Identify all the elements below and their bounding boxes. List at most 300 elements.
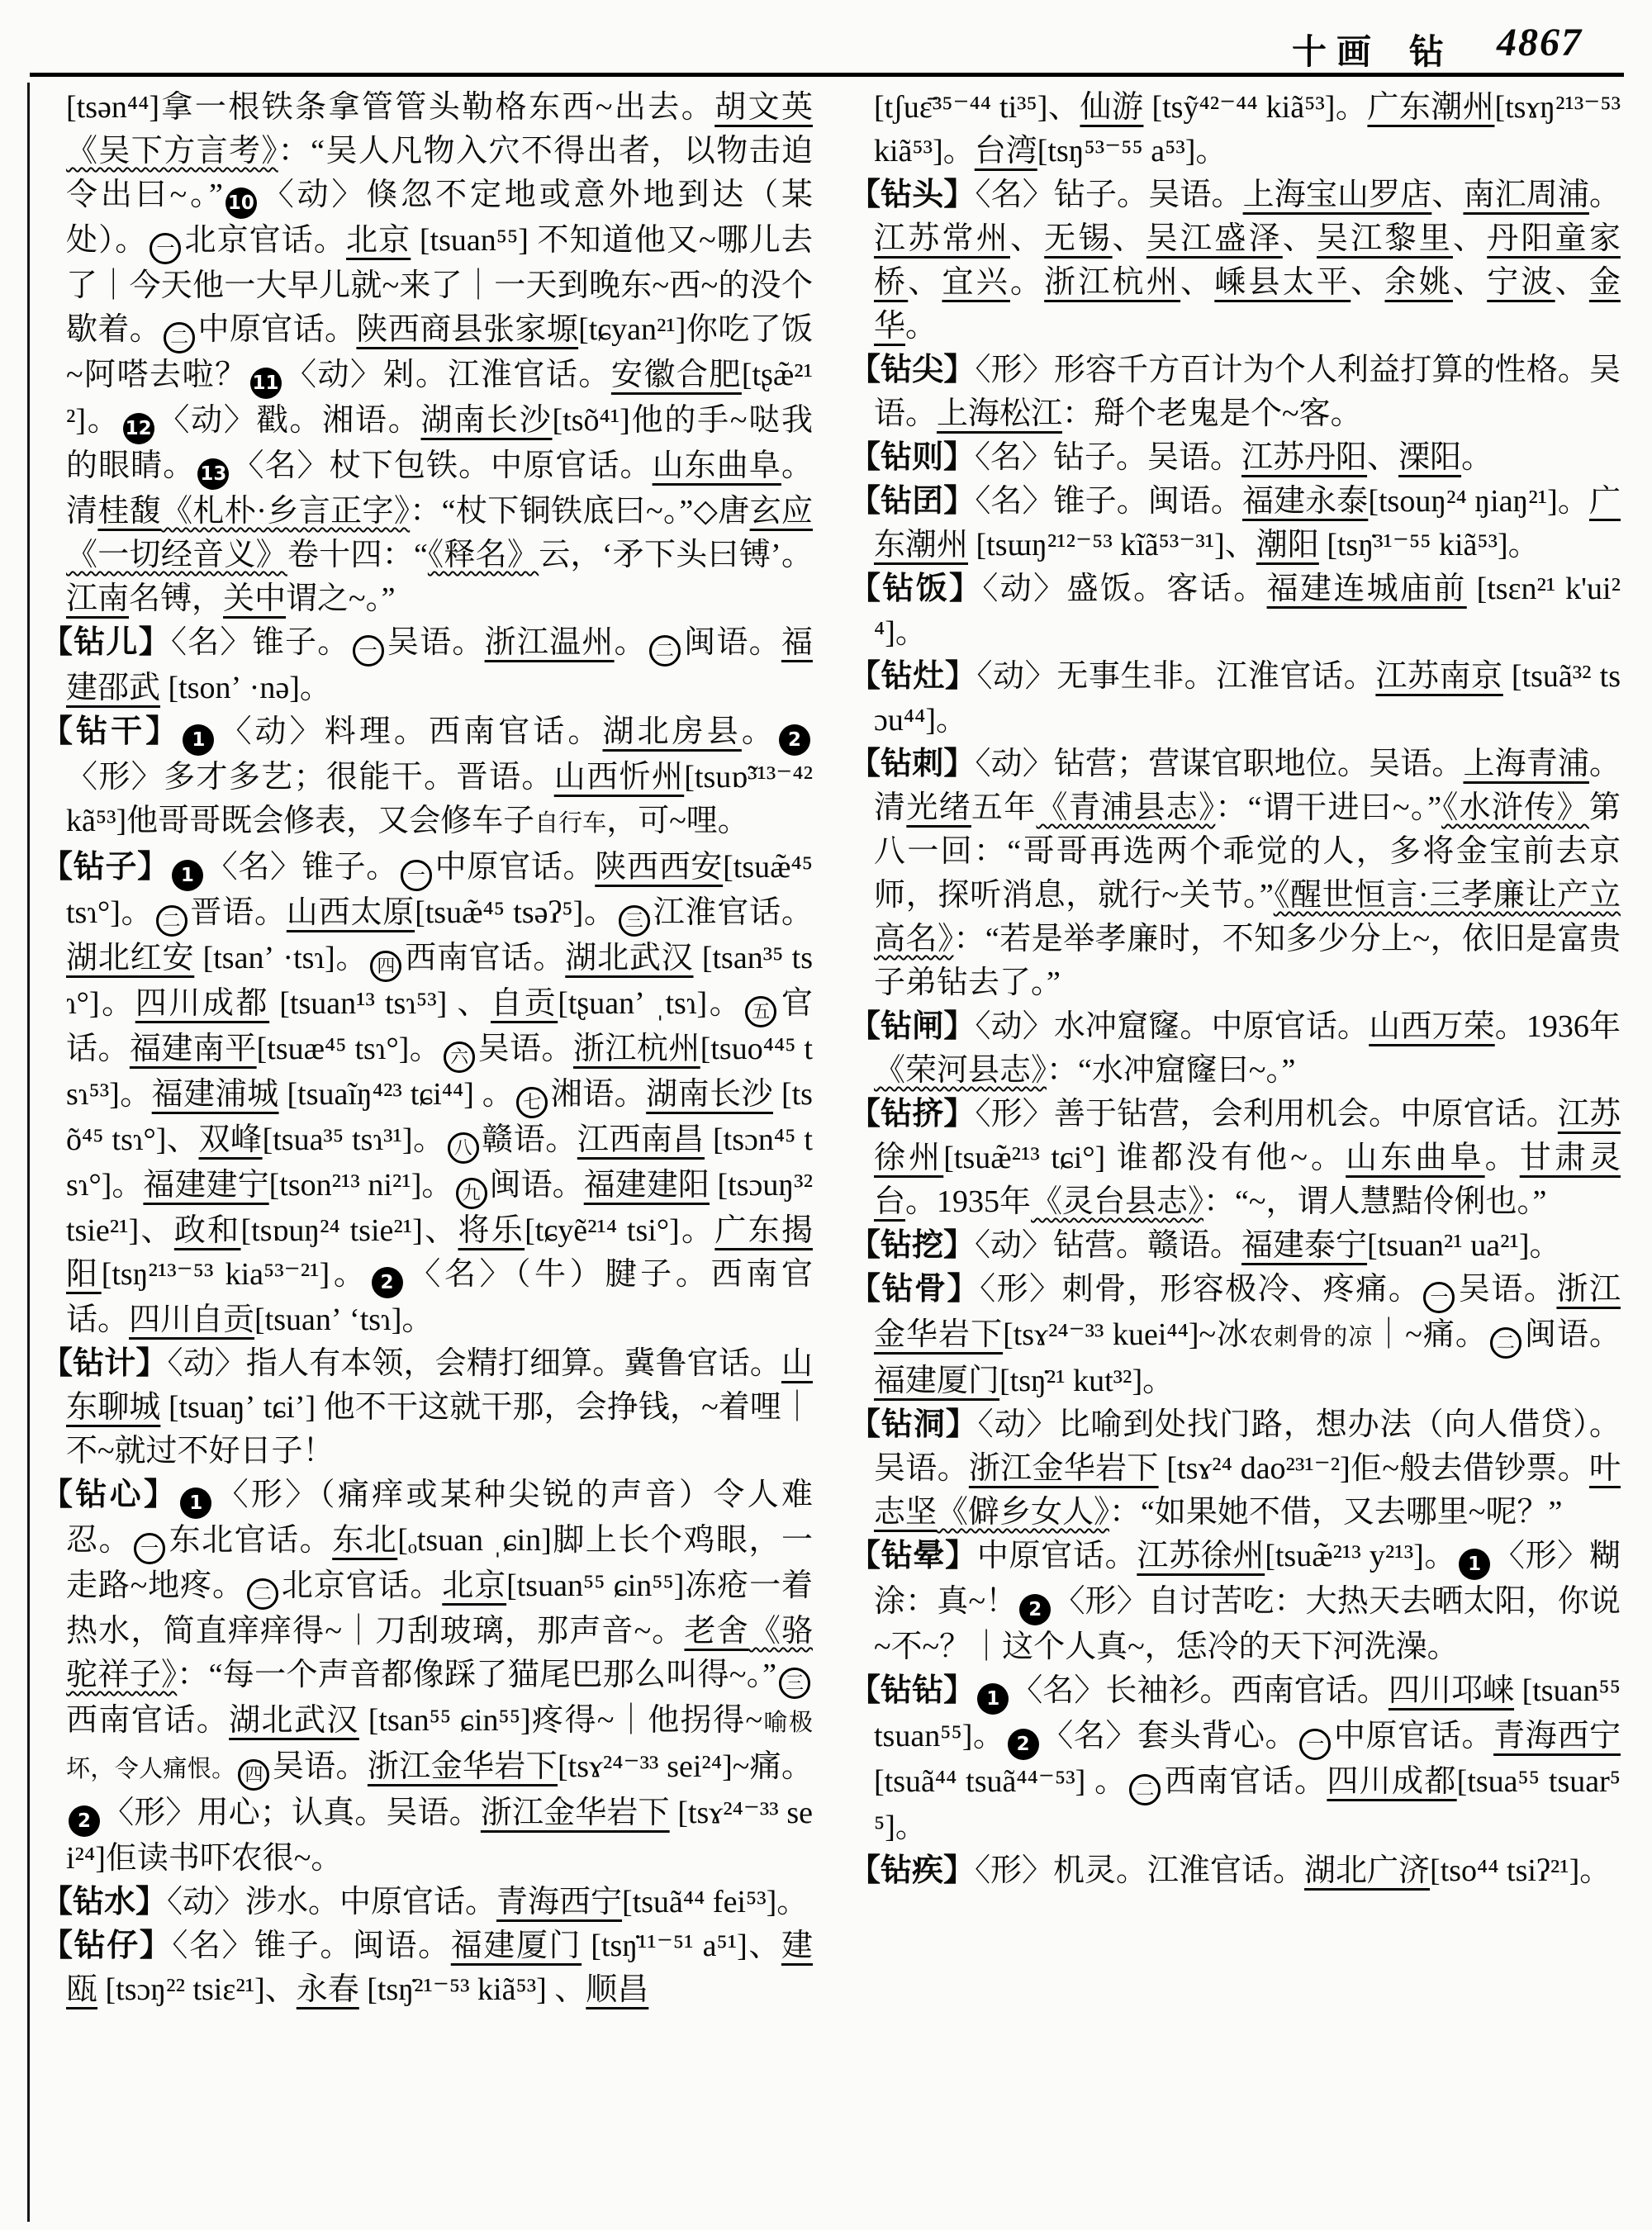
dialect-group-number: 三 [779,1668,810,1699]
proper-noun: 山西万荣 [1369,1009,1495,1044]
proper-noun: 福建建阳 [583,1168,710,1203]
text-run: [tsuaŋʼ tɕiʼ] 他不干这就干那，会挣钱，~着哩｜不~就过不好日子！ [66,1390,813,1468]
text-run: 中原官话。 [434,850,596,885]
text-run: [tsɛn²¹ k'ui²⁴]。 [874,572,1621,650]
book-title: 《释名》 [427,538,539,572]
text-run: 〈形〉多才多艺；很能干。晋语。 [66,760,554,795]
text-run: 云，‘矛下头曰镈’。 [539,538,813,572]
text-run: 西南官话。 [404,941,566,975]
dialect-group-number: 二 [247,1578,278,1610]
text-run: 〈名〉锥子。 [171,625,350,660]
text-run: [tʃuɛ̄³⁵⁻⁴⁴ ti³⁵]、 [874,90,1080,125]
text-run: 〈形〉（痛痒或某种尖锐的声音）令人难忍。 [66,1478,813,1558]
sense-number: 12 [123,413,154,444]
text-run: 北京官话。 [183,223,347,258]
text-run: [tso⁴⁴ tsiʔ²¹]。 [1430,1853,1612,1888]
text-run: 〈动〉盛饭。客话。 [982,572,1267,606]
text-run: [tɕyan²¹]你吃了饭~阿嗒去啦？ [66,312,813,392]
text-run: 中原官话。 [976,1539,1137,1573]
dictionary-entry [849,655,1621,743]
entry-headword: 【钻骨】 [849,1272,980,1307]
proper-noun: 东北 [332,1523,398,1558]
proper-noun: 四川成都 [135,986,270,1021]
proper-noun: 政和 [173,1213,241,1248]
text-run: [tsuan²¹ ua²¹]。 [1367,1228,1561,1263]
sense-number: 1 [183,724,214,756]
text-run: 〈名〉（牛）腱子。西南官话。 [66,1257,813,1337]
dialect-group-number: 六 [444,1041,475,1073]
text-run: 。1935年 [905,1184,1032,1219]
text-run: 。 [1588,178,1621,212]
text-run: [tsuan⁵⁵ ɕin⁵⁵]冻疮一着热水，简直痒痒得~｜刀刮玻璃，那声音~。 [66,1568,813,1649]
text-run: 、 [1112,221,1146,256]
text-run: 〈动〉水冲窟窿。中原官话。 [975,1009,1370,1044]
proper-noun: 浙江金华岩下 [968,1451,1159,1486]
text-run: 〈动〉涉水。中原官话。 [167,1885,497,1919]
text-run: 〈动〉无事生非。江淮官话。 [976,659,1376,694]
text-run: [tsuæ̃⁴⁵ tsəʔ⁵]。 [415,895,616,930]
text-run: [tsuæ⁴⁵ tsɿ°]。 [256,1032,442,1066]
dialect-group-number: 一 [1299,1729,1331,1760]
text-run: 〈形〉用心；认真。吴语。 [102,1796,481,1830]
text-run: 〈动〉钻营。赣语。 [975,1228,1242,1263]
dictionary-entry [849,480,1621,567]
sense-number: 1 [1459,1549,1490,1580]
proper-noun: 宁波 [1487,265,1555,300]
text-run: 、 [1452,221,1488,256]
text-run: [tsuan¹³ tsɿ⁵³] 、 [269,986,491,1021]
text-run: [tsɤ²⁴⁻³³ sei²⁴]佢读书吓农很~。 [66,1796,813,1876]
proper-noun: 山东聊城 [66,1346,813,1425]
text-run: [ₒtsuan ˌɕin]脚上长个鸡眼，一走路~地疼。 [66,1523,813,1603]
text-run: 〈动〉指人有本领，会精打细算。冀鲁官话。 [167,1346,781,1381]
left-column [41,86,813,2012]
text-run: [tsuã⁴⁴ tsuã⁴⁴⁻⁵³] 。 [874,1764,1127,1799]
book-title: 《吴下方言考》 [66,134,278,168]
dialect-group-number: 九 [456,1178,487,1209]
dictionary-entry [849,743,1621,1005]
proper-noun: 叶志坚 [874,1451,1621,1530]
proper-noun: 江苏南京 [1375,659,1503,694]
proper-noun: 山东曲阜 [1346,1141,1485,1175]
text-run: 吴语。 [477,1032,573,1066]
proper-noun: 四川成都 [1327,1764,1457,1799]
text-run: 、 [1555,265,1589,300]
entry-headword: 【钻儿】 [41,625,172,660]
text-run: [tsŋ̇³¹⁻⁵⁵ kiã⁵³]。 [1318,528,1540,562]
text-run: ：搿个老鬼是个~客。 [1062,396,1362,431]
dictionary-entry [849,173,1621,349]
text-run: [tson²¹³ ni²¹]。 [268,1168,453,1203]
text-run: 、 [1431,178,1464,212]
dialect-group-number: 三 [619,905,650,937]
entry-headword: 【钻囝】 [849,484,976,519]
proper-noun: 将乐 [458,1213,525,1248]
proper-noun: 余姚 [1384,265,1453,300]
text-run: 〈动〉比喻到处找门路，想办法（向人借贷）。吴语。 [874,1407,1621,1486]
text-run: 谓之~。” [286,581,396,616]
proper-noun: 青海西宁 [496,1885,623,1919]
entry-headword: 【钻闸】 [849,1009,976,1044]
proper-noun: 顺昌 [586,1972,649,2007]
text-run: 、 [1009,221,1045,256]
text-run: ：“杖下铜铁底曰~。”◇唐 [410,494,750,529]
text-run: [tsɒuŋ²⁴ tsie²¹]、 [240,1213,458,1248]
text-run: 〈名〉钻子。吴语。 [975,440,1242,475]
text-run: 〈名〉锥子。 [205,850,398,885]
proper-noun: 福建厦门 [450,1929,582,1963]
text-run: [tsuo⁴⁴⁵ tsɿ⁵³]。 [66,1032,813,1112]
text-run: 〈名〉锥子。闽语。 [975,484,1243,519]
text-run: 吴语。 [1457,1272,1557,1307]
proper-noun: 陕西西安 [595,850,724,885]
entry-headword: 【钻饭】 [849,572,983,606]
text-run: 。 [1009,265,1045,300]
proper-noun: 无锡 [1044,221,1113,256]
entry-headword: 【钻钻】 [849,1673,976,1708]
sense-number: 2 [69,1805,100,1837]
text-run: [tsuæ̃²¹³ y²¹³]。 [1265,1539,1457,1573]
text-run: 名镈， [129,581,224,616]
text-run: [tsŋ̇²¹ kut³²]。 [999,1364,1175,1398]
text-run: 西南官话。 [66,1703,230,1738]
text-run: 东北官话。 [168,1523,333,1558]
text-run: [tsɤ²⁴⁻³³ sei²⁴]~痛。 [558,1749,813,1784]
dialect-group-number: 一 [353,635,384,667]
text-run: [tsŋ²¹³⁻⁵³ kia⁵³⁻²¹]。 [101,1257,369,1292]
text-run: ：“水冲窟窿曰~。” [1047,1053,1296,1088]
dictionary-entry [849,1669,1621,1849]
text-run: 、 [1367,440,1399,475]
text-run: 吴语。 [272,1749,368,1784]
small-gloss: 自行车 [534,810,607,837]
text-run: 。 [741,714,776,749]
text-run: 晋语。 [189,895,287,930]
text-run: 第八一回：“哥哥再选两个乖觉的人，多将金宝前去京师，探听消息，就行~关节。” [874,790,1621,913]
text-run: 北京官话。 [280,1568,443,1603]
dialect-group-number: 四 [238,1759,269,1791]
entry-continuation [41,86,813,621]
dialect-group-number: 二 [649,635,681,667]
proper-noun: 福建永泰 [1242,484,1369,519]
entry-headword: 【钻挤】 [849,1097,976,1132]
proper-noun: 双峰 [198,1122,263,1157]
proper-noun: 广东揭阳 [66,1213,813,1292]
text-run: [tsɔŋ²² tsiɛ²¹]、 [97,1972,297,2007]
text-run: 〈形〉善于钻营，会利用机会。中原官话。 [975,1097,1558,1132]
text-run: [tsuã³² tsɔu⁴⁴]。 [874,659,1621,738]
text-run: [tsŋ⁵³⁻⁵⁵ a⁵³]。 [1037,134,1227,168]
text-run: 〈形〉形容千方百计为个人利益打算的性格。吴语。 [874,353,1621,431]
text-run: ：“~，谓人慧黠伶俐也。” [1203,1184,1547,1219]
proper-noun: 溧阳 [1398,440,1462,475]
proper-noun: 湖北广济 [1304,1853,1431,1888]
text-run: 〈动〉倏忽不定地或意外地到达（某处）。 [66,178,813,258]
text-run: [tsan³⁵ tsɿ°]。 [66,941,813,1021]
sense-number: 2 [372,1267,403,1298]
entry-headword: 【钻晕】 [849,1539,977,1573]
text-run: [tsua⁵⁵ tsuar⁵⁵]。 [874,1764,1621,1844]
proper-noun: 北京 [442,1568,507,1603]
proper-noun: 永春 [296,1972,359,2007]
text-run: [tsuã⁴⁴ fei⁵³]。 [622,1885,809,1919]
text-run: [tsɤ²⁴⁻³³ kuei⁴⁴]~冰 [1003,1317,1250,1352]
page-number: 4867 [1497,21,1583,64]
proper-noun: 青海西宁 [1493,1719,1621,1753]
head-character-label: 钻 [1409,34,1445,72]
text-run: 湘语。 [550,1077,647,1112]
proper-noun: 湖北红安 [66,941,195,975]
proper-noun: 浙江金华岩下 [480,1796,670,1830]
proper-noun: 四川自贡 [129,1302,255,1337]
dialect-group-number: 二 [164,322,195,353]
entry-headword: 【钻干】 [41,714,181,749]
text-run: [tʂæ̃²¹²]。 [66,358,813,438]
proper-noun: 安徽合肥 [610,358,742,392]
dialect-group-number: 一 [1423,1282,1455,1313]
sense-number: 1 [977,1683,1009,1715]
entry-headword: 【钻心】 [41,1478,178,1512]
proper-noun: 宜兴 [942,265,1010,300]
text-run: 〈形〉刺骨，形容极冷、疼痛。 [980,1272,1422,1307]
proper-noun: 丹阳童家桥 [874,221,1621,300]
sense-number: 2 [1008,1729,1039,1760]
text-run: 、 [1351,265,1385,300]
proper-noun: 江苏徐州 [874,1097,1621,1175]
proper-noun: 浙江金华岩下 [367,1749,558,1784]
text-run: 吴语。 [386,625,485,660]
text-run: 〈形〉自讨苦吃：大热天去晒太阳，你说~不~？｜这个人真~，恁冷的天下河洗澡。 [874,1584,1621,1664]
proper-noun: 玄应 [749,494,813,529]
entry-headword: 【钻则】 [849,440,976,475]
text-run: [tsŋ̇²¹⁻⁵³ kiã⁵³] 、 [358,1972,586,2007]
text-run: 、 [908,265,942,300]
text-run: 闽语。 [1523,1317,1621,1352]
text-run: [tsõ⁴⁵ tsɿ°]、 [66,1077,813,1157]
dictionary-entry [849,1005,1621,1093]
text-run: [tsua³⁵ tsɿ³¹]。 [262,1122,445,1157]
proper-noun: 嵊县太平 [1214,265,1351,300]
text-run: 。 [1461,440,1493,475]
header-rule [30,73,1624,77]
proper-noun: 福建浦城 [151,1077,279,1112]
proper-noun: 江苏丹阳 [1241,440,1368,475]
proper-noun: 潮阳 [1256,528,1319,562]
sense-number: 1 [172,860,203,891]
text-run: 〈名〉长袖衫。西南官话。 [1011,1673,1389,1708]
text-run: 中原官话。 [1333,1719,1494,1753]
proper-noun: 福建泰宁 [1241,1228,1368,1263]
proper-noun: 吴江盛泽 [1146,221,1283,256]
proper-noun: 江南 [66,581,130,616]
entry-headword: 【钻尖】 [849,353,976,387]
text-run: ：“如果她不借，又去哪里~呢？” [1109,1495,1563,1530]
text-run: [tsɔuŋ³² tsie²¹]、 [66,1168,813,1248]
proper-noun: 山西忻州 [553,760,685,795]
text-run: 闽语。 [682,625,781,660]
sense-number: 10 [225,187,257,219]
dictionary-entry [41,1473,813,1881]
book-title: 《荣河县志》 [874,1053,1047,1088]
proper-noun: 陕西商县张家塬 [356,312,579,347]
dialect-group-number: 一 [401,860,432,891]
proper-noun: 台湾 [974,134,1037,168]
text-run: ：“谓干进曰~。” [1215,790,1442,825]
text-run: [tsuɒ̃³¹³⁻⁴² kã⁵³]他哥哥既会修表，又会修车子 [66,760,813,838]
text-run: ：“每一个声音都像踩了猫尾巴那么叫得~。” [177,1658,776,1692]
proper-noun: 关中 [223,581,287,616]
proper-noun: 浙江杭州 [1044,265,1181,300]
dictionary-entry [849,1224,1621,1268]
dictionary-entry [849,567,1621,655]
book-title: 《灵台县志》 [1031,1184,1204,1219]
dialect-group-number: 八 [448,1132,479,1164]
proper-noun: 广东潮州 [874,484,1621,562]
text-run: [tsɤ²⁴ dao²³¹⁻²]佢~般去借钞票。 [1158,1451,1589,1486]
dialect-group-number: 二 [1490,1327,1521,1359]
text-run: 〈动〉料理。西南官话。 [216,714,603,749]
text-run: 、 [1282,221,1317,256]
proper-noun: 福建邵武 [66,625,813,705]
text-run: 。1936年 [1494,1009,1621,1044]
text-run: ，可~哩。 [606,804,749,838]
proper-noun: 甘肃灵台 [874,1141,1621,1219]
entry-headword: 【钻头】 [849,178,976,212]
entry-headword: 【钻挖】 [849,1228,976,1263]
proper-noun: 江西南昌 [577,1122,705,1157]
text-run: [tsuanʼ ʻtsɿ]。 [254,1302,434,1337]
dictionary-entry [849,1535,1621,1669]
text-run: ：“吴人凡物入穴不得出者，以物击迫令出曰~。” [66,134,813,212]
text-run: 。 [905,309,938,344]
proper-noun: 四川邛崃 [1388,1673,1515,1708]
proper-noun: 吴江黎里 [1317,221,1453,256]
text-run: [tɕyẽ²¹⁴ tsi°]。 [525,1213,715,1248]
text-run: [tʂuanʼ ˌtsɿ]。 [558,986,743,1021]
dialect-group-number: 一 [134,1533,165,1564]
text-run: 闽语。 [489,1168,584,1203]
text-run: 、 [1180,265,1215,300]
text-run: 。 [614,625,647,660]
proper-noun: 山东曲阜 [652,448,781,483]
proper-noun: 福建建宁 [143,1168,269,1203]
sense-number: 13 [197,458,229,490]
text-run: 。清 [66,448,813,529]
proper-noun: 上海宝山罗店 [1242,178,1432,212]
dictionary-entry [849,436,1621,480]
text-run: [tsõ⁴¹]他的手~哒我的眼睛。 [66,403,813,483]
sense-number: 2 [779,724,810,756]
text-run: 。清 [874,747,1621,825]
proper-noun: 湖南长沙 [420,403,553,438]
text-run: [tsɯŋ²¹²⁻⁵³ kĩã⁵³⁻³¹]、 [968,528,1256,562]
dialect-group-number: 四 [370,951,401,982]
book-title: 《骆驼祥子》 [66,1614,813,1692]
proper-noun: 自贡 [491,986,558,1021]
dictionary-entry [849,1093,1621,1224]
proper-noun: 江苏徐州 [1137,1539,1265,1573]
text-run: [tsỹ⁴²⁻⁴⁴ kiã⁵³]。 [1143,90,1368,125]
text-run: [tsɤŋ²¹³⁻⁵³ kiã⁵³]。 [874,90,1621,168]
proper-noun: 光绪 [906,790,971,825]
text-run: 〈名〉锥子。闽语。 [172,1929,451,1963]
book-title: 《札朴·乡言正字》 [161,494,411,529]
left-margin-rule [27,83,30,2222]
book-title: 《僻乡女人》 [937,1495,1110,1530]
text-run: 卷十四：“ [287,538,428,572]
proper-noun: 山西太原 [286,895,415,930]
small-gloss: 喻极坏，令人痛恨。 [66,1710,813,1782]
text-run: [tsonʼ ·nə]。 [160,671,331,705]
sense-number: 1 [180,1487,211,1519]
dictionary-entry [41,846,813,1342]
dictionary-entry [41,1342,813,1473]
dictionary-entry [41,1881,813,1924]
text-run: ｜~痛。 [1373,1317,1488,1352]
dictionary-entry [41,710,813,846]
proper-noun: 金华 [874,265,1621,344]
dialect-group-number: 一 [150,233,181,264]
text-run: 〈名〉套头背心。 [1041,1719,1298,1753]
text-run: 〈动〉钻营；营谋官职地位。吴语。 [975,747,1464,781]
proper-noun: 老舍 [684,1614,749,1649]
small-gloss: 农刺骨的凉 [1249,1324,1374,1350]
text-run: 赣语。 [481,1122,577,1157]
text-run: 五年 [971,790,1037,825]
text-run: [tsuæ̃²¹³ tɕi°] 谁都没有他~。 [943,1141,1346,1175]
entry-headword: 【钻洞】 [849,1407,978,1442]
dictionary-entry [41,621,813,710]
proper-noun: 桂馥 [97,494,162,529]
proper-noun: 广东潮州 [1367,90,1495,125]
book-title: 《一切经音义》 [66,538,287,572]
text-run: 、 [1452,265,1488,300]
text-run: 〈动〉剁。江淮官话。 [283,358,611,392]
entry-headword: 【钻灶】 [849,659,977,694]
right-column [849,86,1621,2012]
book-title: 《青浦县志》 [1036,790,1216,825]
entry-headword: 【钻疾】 [849,1853,976,1888]
text-run: [tsanʼ ·tsɿ]。 [194,941,368,975]
text-run: [tsŋ̇¹¹⁻⁵¹ a⁵¹]、 [582,1929,781,1963]
proper-noun: 上海松江 [937,396,1063,431]
proper-noun: 湖北武汉 [229,1703,359,1738]
sense-number: 11 [250,368,282,399]
text-run: 中原官话。 [197,312,357,347]
entry-headword: 【钻仔】 [41,1929,173,1963]
dictionary-entry [849,1849,1621,1893]
proper-noun: 湖南长沙 [646,1077,773,1112]
sense-number: 2 [1019,1594,1051,1625]
text-run: 〈形〉糊涂：真~！ [874,1539,1621,1619]
text-run: ：“若是举孝廉时，不知多少分上~，依旧是富贵子弟钻去了。” [874,922,1621,1000]
proper-noun: 江苏常州 [874,221,1010,256]
proper-noun: 上海青浦 [1463,747,1589,781]
proper-noun: 胡文英 [714,90,813,125]
text-run: [tsuan⁵⁵] 不知道他又~哪儿去了｜今天他一大早儿就~来了｜一天到晚东~西~的没个歇着。 [66,223,813,347]
dialect-group-number: 二 [156,905,188,937]
book-title: 《水浒传》 [1441,790,1589,825]
text-run: [tsuaĩŋ⁴²³ tɕi⁴⁴] 。 [278,1077,515,1112]
dictionary-entry [849,1268,1621,1403]
dialect-group-number: 二 [1129,1774,1161,1805]
proper-noun: 浙江杭州 [572,1032,700,1066]
proper-noun: 浙江温州 [484,625,615,660]
text-run: 官话。 [66,986,813,1066]
text-run: 〈名〉杖下包铁。中原官话。 [231,448,653,483]
proper-noun: 福建连城庙前 [1266,572,1467,606]
stroke-section-label: 十画 [1292,34,1382,72]
